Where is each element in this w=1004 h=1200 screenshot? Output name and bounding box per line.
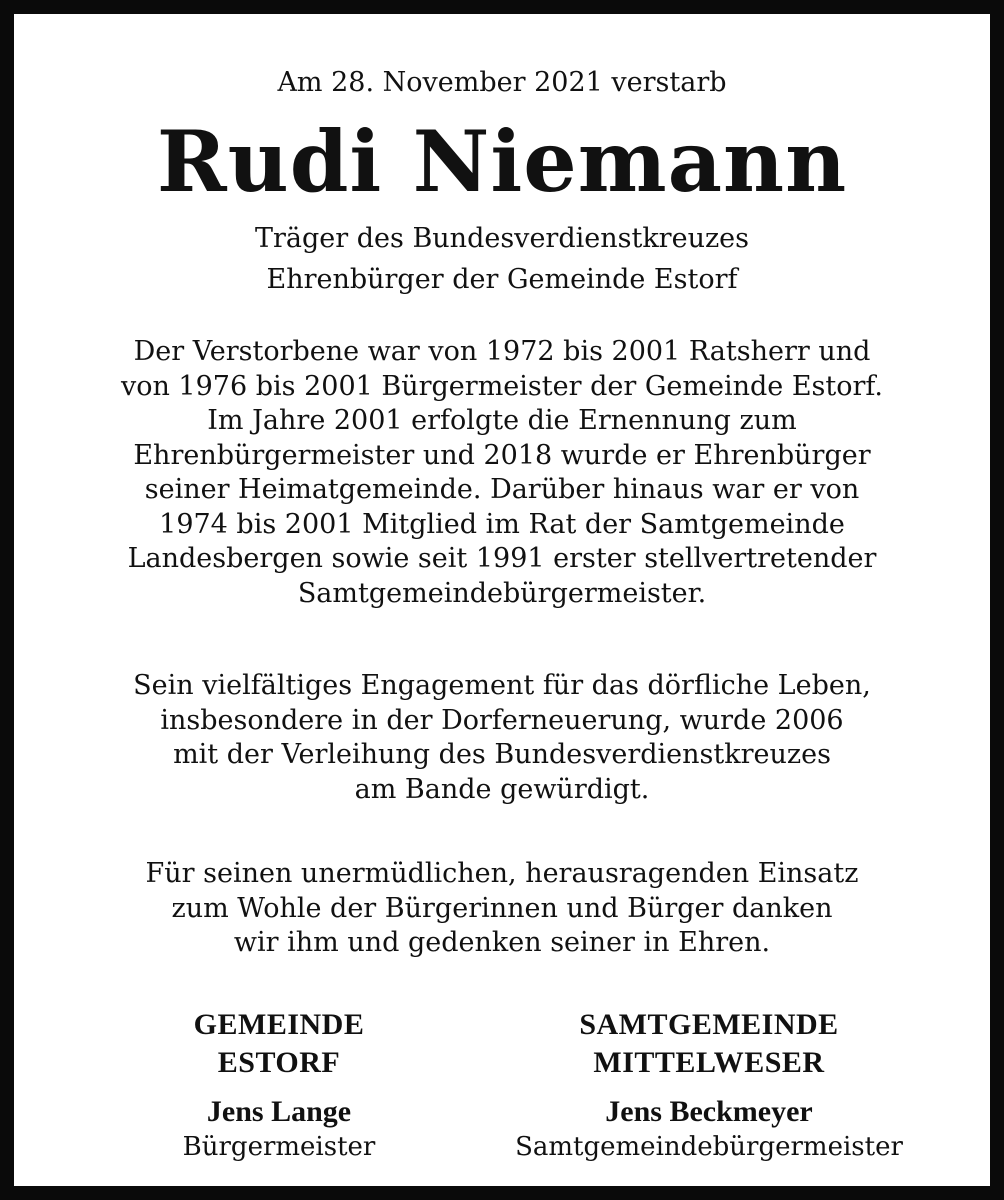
org-line: ESTORF (217, 1046, 341, 1079)
text-line: Ehrenbürgermeister und 2018 wurde er Ehrenbürger (133, 439, 871, 471)
text-line: 1974 bis 2001 Mitglied im Rat der Samtgemeinde (159, 508, 845, 540)
text-line: von 1976 bis 2001 Bürgermeister der Gemeinde Estorf. (120, 370, 884, 402)
text-line: Für seinen unermüdlichen, herausragenden Einsatz (145, 858, 859, 889)
biography-paragraph (14, 335, 990, 611)
org-line: SAMTGEMEINDE (579, 1008, 839, 1041)
org-line: MITTELWESER (593, 1046, 825, 1079)
text-line: insbesondere in der Dorferneuerung, wurde 2006 (160, 704, 844, 736)
text-line: Im Jahre 2001 erfolgte die Ernennung zum (207, 405, 797, 436)
text-line: seiner Heimatgemeinde. Darüber hinaus war er von (144, 474, 860, 505)
text-line: Der Verstorbene war von 1972 bis 2001 Ratsherr und (133, 336, 871, 367)
text-line: wir ihm und gedenken seiner in Ehren. (233, 927, 771, 958)
signatory-gemeinde-estorf (144, 1006, 414, 1164)
intro-line: Am 28. November 2021 verstarb (277, 67, 727, 98)
organization-name (144, 1006, 414, 1082)
honors-list (14, 218, 990, 300)
honor-line: Träger des Bundesverdienstkreuzes (254, 223, 750, 254)
signatory-samtgemeinde-mittelweser (474, 1006, 944, 1164)
text-line: mit der Verleihung des Bundesverdienstkreuzes (173, 739, 831, 770)
honor-line: Ehrenbürger der Gemeinde Estorf (266, 264, 738, 295)
signatory-role: Bürgermeister (182, 1132, 376, 1162)
org-line: GEMEINDE (193, 1008, 365, 1041)
engagement-paragraph (14, 669, 990, 807)
signatory-person: Jens Beckmeyer (605, 1095, 813, 1128)
deceased-name: Rudi Niemann (156, 112, 848, 211)
gratitude-paragraph (14, 857, 990, 961)
text-line: Samtgemeindebürgermeister. (297, 577, 707, 609)
text-line: zum Wohle der Bürgerinnen und Bürger danken (171, 892, 833, 924)
signatory-person: Jens Lange (206, 1095, 352, 1128)
organization-name (474, 1006, 944, 1082)
signatory-role: Samtgemeindebürgermeister (515, 1132, 903, 1162)
text-line: Sein vielfältiges Engagement für das dörfliche Leben, (133, 670, 871, 701)
text-line: Landesbergen sowie seit 1991 erster stellvertretender (127, 543, 877, 574)
text-line: am Bande gewürdigt. (354, 773, 650, 805)
